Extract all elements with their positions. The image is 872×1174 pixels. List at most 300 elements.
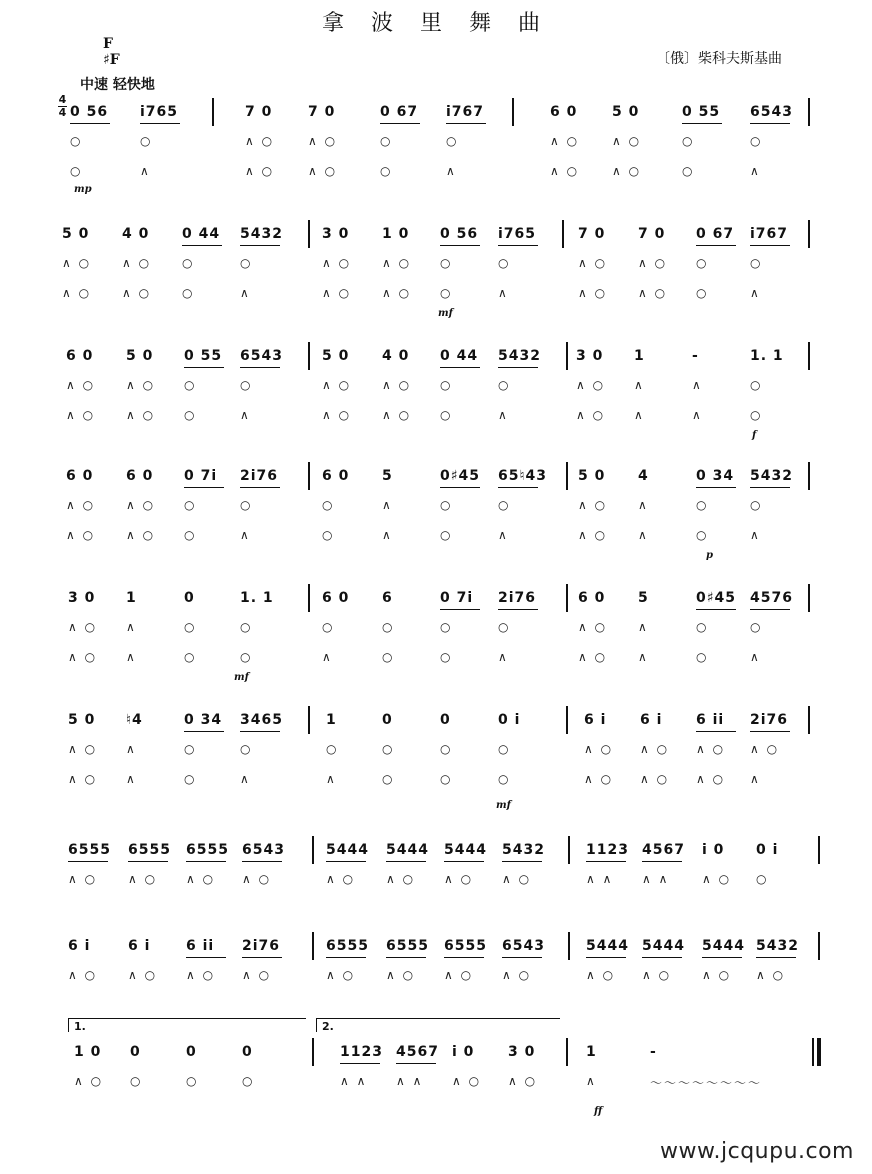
percussion-stroke: ∧ ○ — [578, 256, 608, 270]
note-group: 0 — [382, 712, 393, 728]
note-group: 7 0 — [578, 226, 606, 242]
time-signature-top: 4 — [58, 93, 67, 106]
percussion-stroke: ∧ ○ — [245, 134, 275, 148]
percussion-stroke: ○ — [182, 286, 195, 300]
note-group: 6555 — [186, 842, 229, 858]
percussion-stroke: ○ — [498, 772, 511, 786]
percussion-stroke: ○ — [240, 498, 253, 512]
note-group: 3 0 — [68, 590, 96, 606]
percussion-stroke: ∧ ○ — [186, 872, 216, 886]
percussion-stroke: ○ — [498, 256, 511, 270]
percussion-stroke: ○ — [184, 650, 197, 664]
note-group: 6 0 — [66, 348, 94, 364]
percussion-stroke: ∧ ○ — [68, 650, 98, 664]
percussion-stroke: ∧ — [638, 650, 649, 664]
percussion-stroke: ∧ — [498, 528, 509, 542]
note-group: 0 44 — [440, 348, 479, 364]
beam-underline — [70, 123, 110, 124]
percussion-stroke: ○ — [446, 134, 459, 148]
note-group: 2i76 — [240, 468, 279, 484]
note-group: i 0 — [702, 842, 725, 858]
percussion-stroke: ∧ ○ — [68, 968, 98, 982]
barline — [312, 932, 314, 960]
dynamic-marking: p — [706, 550, 713, 561]
beam-underline — [186, 861, 226, 862]
score-title: 拿 波 里 舞 曲 — [322, 11, 550, 36]
note-group: 6 — [382, 590, 393, 606]
note-group: 3 0 — [322, 226, 350, 242]
percussion-stroke: ○ — [440, 408, 453, 422]
beam-underline — [702, 957, 742, 958]
beam-underline — [386, 861, 426, 862]
percussion-stroke: ○ — [140, 134, 153, 148]
beam-underline — [750, 245, 790, 246]
barline — [808, 98, 810, 126]
beam-underline — [240, 245, 280, 246]
percussion-stroke: ∧ — [446, 164, 457, 178]
note-group: 1 — [326, 712, 337, 728]
percussion-stroke: ○ — [498, 378, 511, 392]
percussion-stroke: ○ — [750, 134, 763, 148]
beam-underline — [182, 245, 222, 246]
beam-underline — [498, 367, 538, 368]
note-group: 1123 — [586, 842, 629, 858]
percussion-stroke: ∧ ○ — [66, 528, 96, 542]
percussion-stroke: ∧ — [240, 772, 251, 786]
note-group: 6543 — [502, 938, 545, 954]
percussion-stroke: ∧ ○ — [702, 872, 732, 886]
barline — [566, 584, 568, 612]
note-group: 5 — [382, 468, 393, 484]
note-group: 5444 — [444, 842, 487, 858]
note-group: 6 0 — [322, 468, 350, 484]
beam-underline — [242, 861, 282, 862]
percussion-stroke: ∧ ○ — [242, 968, 272, 982]
percussion-stroke: ○ — [696, 498, 709, 512]
note-group: 2i76 — [498, 590, 537, 606]
note-group: 7 0 — [245, 104, 273, 120]
note-group: 6 0 — [322, 590, 350, 606]
percussion-stroke: ∧ ○ — [638, 286, 668, 300]
note-group: 6 0 — [66, 468, 94, 484]
note-group: 6 0 — [550, 104, 578, 120]
beam-underline — [586, 861, 626, 862]
percussion-stroke: ○ — [440, 650, 453, 664]
percussion-stroke: ∧ — [382, 528, 393, 542]
volta-label: 1. — [74, 1020, 86, 1033]
percussion-stroke: ○ — [682, 134, 695, 148]
note-group: 0 56 — [70, 104, 109, 120]
percussion-stroke: ∧ — [240, 528, 251, 542]
barline — [568, 836, 570, 864]
note-group: 0 7i — [440, 590, 474, 606]
percussion-stroke: ∧ ○ — [612, 134, 642, 148]
barline — [212, 98, 214, 126]
beam-underline — [696, 731, 736, 732]
percussion-stroke: ∧ ○ — [74, 1074, 104, 1088]
percussion-stroke: ∧ ○ — [612, 164, 642, 178]
percussion-stroke: ○ — [184, 742, 197, 756]
barline — [308, 584, 310, 612]
percussion-stroke: ∧ ○ — [68, 620, 98, 634]
dynamic-marking: mf — [438, 308, 453, 319]
barline — [308, 342, 310, 370]
percussion-stroke: ○ — [130, 1074, 143, 1088]
beam-underline — [642, 957, 682, 958]
barline — [568, 932, 570, 960]
note-group: 6543 — [242, 842, 285, 858]
note-group: 5 0 — [68, 712, 96, 728]
beam-underline — [240, 487, 280, 488]
percussion-stroke: ∧ — [750, 286, 761, 300]
percussion-stroke: ○ — [382, 620, 395, 634]
beam-underline — [140, 123, 180, 124]
note-group: 6 i — [68, 938, 91, 954]
percussion-stroke: ∧ ○ — [126, 528, 156, 542]
beam-underline — [682, 123, 722, 124]
barline — [308, 220, 310, 248]
note-group: 0♯45 — [696, 590, 736, 606]
beam-underline — [326, 861, 366, 862]
percussion-stroke: ∧ ○ — [242, 872, 272, 886]
percussion-stroke: ∧ ○ — [756, 968, 786, 982]
percussion-stroke: ∧ ○ — [444, 872, 474, 886]
note-group: 1 0 — [382, 226, 410, 242]
note-group: 5 0 — [578, 468, 606, 484]
note-group: 0 67 — [696, 226, 735, 242]
percussion-stroke: ∧ ○ — [640, 772, 670, 786]
percussion-stroke: ∧ ○ — [382, 286, 412, 300]
percussion-stroke: ∧ ○ — [322, 378, 352, 392]
note-group: 1. 1 — [240, 590, 274, 606]
percussion-stroke: ∧ — [126, 742, 137, 756]
percussion-stroke: ∧ ∧ — [642, 872, 670, 886]
key-signature-2: ♯F — [103, 52, 120, 68]
percussion-stroke: ○ — [240, 620, 253, 634]
percussion-stroke: ∧ — [634, 378, 645, 392]
barline — [562, 220, 564, 248]
tempo-marking: 中速 轻快地 — [80, 77, 155, 93]
beam-underline — [396, 1063, 436, 1064]
beam-underline — [498, 245, 538, 246]
beam-underline — [502, 957, 542, 958]
percussion-stroke: ○ — [184, 620, 197, 634]
percussion-stroke: ○ — [186, 1074, 199, 1088]
percussion-stroke: ∧ — [692, 378, 703, 392]
percussion-stroke: ∧ ○ — [452, 1074, 482, 1088]
volta-bracket — [68, 1018, 306, 1019]
note-group: 4 — [638, 468, 649, 484]
note-group: 5432 — [502, 842, 545, 858]
time-signature — [58, 94, 67, 119]
beam-underline — [240, 731, 280, 732]
percussion-stroke: ○ — [322, 620, 335, 634]
percussion-stroke: ∧ — [126, 620, 137, 634]
percussion-stroke: ∧ ∧ — [586, 872, 614, 886]
percussion-stroke: ○ — [380, 164, 393, 178]
barline — [566, 706, 568, 734]
note-group: i767 — [750, 226, 789, 242]
note-group: 6543 — [240, 348, 283, 364]
percussion-stroke: ○ — [750, 408, 763, 422]
note-group: 5444 — [326, 842, 369, 858]
percussion-stroke: ∧ ○ — [382, 378, 412, 392]
volta-label: 2. — [322, 1020, 334, 1033]
percussion-stroke: ∧ ○ — [128, 872, 158, 886]
percussion-stroke: ○ — [750, 378, 763, 392]
percussion-stroke: ∧ — [382, 498, 393, 512]
percussion-stroke: ○ — [382, 742, 395, 756]
percussion-stroke: ○ — [182, 256, 195, 270]
barline — [512, 98, 514, 126]
note-group: 6 i — [128, 938, 151, 954]
beam-underline — [242, 957, 282, 958]
percussion-stroke: ○ — [326, 742, 339, 756]
percussion-stroke: ∧ — [498, 650, 509, 664]
percussion-stroke: ∧ ○ — [750, 742, 780, 756]
beam-underline — [756, 957, 796, 958]
note-group: 6555 — [386, 938, 429, 954]
barline — [808, 584, 810, 612]
volta-bracket-edge — [68, 1018, 69, 1032]
note-group: 1 — [126, 590, 137, 606]
note-group: i765 — [140, 104, 179, 120]
note-group: 4576 — [750, 590, 793, 606]
note-group: 6 i — [640, 712, 663, 728]
beam-underline — [68, 861, 108, 862]
beam-underline — [240, 367, 280, 368]
percussion-stroke: ○ — [750, 498, 763, 512]
percussion-stroke: ∧ ∧ — [396, 1074, 424, 1088]
percussion-stroke: ∧ ○ — [128, 968, 158, 982]
note-group: 5444 — [702, 938, 745, 954]
percussion-stroke: ∧ ○ — [642, 968, 672, 982]
note-group: 5432 — [750, 468, 793, 484]
dynamic-marking: mp — [74, 184, 92, 195]
note-group: i 0 — [452, 1044, 475, 1060]
barline — [566, 1038, 568, 1066]
percussion-stroke: ○ — [184, 408, 197, 422]
percussion-stroke: ○ — [498, 620, 511, 634]
beam-underline — [750, 731, 790, 732]
percussion-stroke: ∧ ○ — [386, 968, 416, 982]
note-group: 5444 — [586, 938, 629, 954]
beam-underline — [498, 487, 538, 488]
composer-credit: 〔俄〕柴科夫斯基曲 — [656, 51, 782, 67]
note-group: 0 44 — [182, 226, 221, 242]
note-group: 5432 — [756, 938, 799, 954]
percussion-stroke: ∧ ○ — [68, 772, 98, 786]
note-group: 0 56 — [440, 226, 479, 242]
percussion-stroke: ○ — [380, 134, 393, 148]
percussion-stroke: ∧ — [638, 620, 649, 634]
percussion-stroke: ○ — [240, 378, 253, 392]
note-group: 7 0 — [308, 104, 336, 120]
percussion-stroke: ∧ ○ — [62, 286, 92, 300]
beam-underline — [440, 609, 480, 610]
beam-underline — [444, 861, 484, 862]
beam-underline — [440, 245, 480, 246]
note-group: 6 ii — [696, 712, 725, 728]
beam-underline — [440, 487, 480, 488]
percussion-stroke: ∧ ∧ — [340, 1074, 368, 1088]
note-group: 4567 — [642, 842, 685, 858]
note-group: 0 34 — [696, 468, 735, 484]
percussion-stroke: ∧ ○ — [308, 164, 338, 178]
note-group: 1. 1 — [750, 348, 784, 364]
note-group: 65♮43 — [498, 468, 547, 484]
percussion-stroke: ○ — [696, 650, 709, 664]
percussion-stroke: ○ — [322, 498, 335, 512]
percussion-stroke: ○ — [440, 498, 453, 512]
percussion-stroke: ○ — [184, 528, 197, 542]
percussion-stroke: ∧ — [638, 498, 649, 512]
note-group: 5 0 — [62, 226, 90, 242]
percussion-stroke: ∧ ○ — [578, 528, 608, 542]
percussion-stroke: ∧ ○ — [68, 742, 98, 756]
beam-underline — [380, 123, 420, 124]
percussion-stroke: ∧ ○ — [502, 872, 532, 886]
beam-underline — [696, 487, 736, 488]
note-group: 3 0 — [508, 1044, 536, 1060]
percussion-stroke: ∧ ○ — [502, 968, 532, 982]
note-group: 5 0 — [126, 348, 154, 364]
percussion-stroke: ○ — [750, 620, 763, 634]
percussion-stroke: ∧ — [240, 286, 251, 300]
beam-underline — [440, 367, 480, 368]
percussion-stroke: ∧ ○ — [578, 620, 608, 634]
note-group: 5444 — [642, 938, 685, 954]
note-group: 1 — [586, 1044, 597, 1060]
dynamic-marking: f — [752, 430, 757, 441]
note-group: 0 67 — [380, 104, 419, 120]
note-group: 5 0 — [322, 348, 350, 364]
percussion-stroke: ∧ — [322, 650, 333, 664]
percussion-stroke: ∧ ○ — [576, 378, 606, 392]
percussion-stroke: ∧ — [240, 408, 251, 422]
final-barline-thin — [812, 1038, 814, 1066]
note-group: 3 0 — [576, 348, 604, 364]
percussion-stroke: ∧ ○ — [444, 968, 474, 982]
percussion-stroke: ∧ — [326, 772, 337, 786]
percussion-stroke: ∧ ○ — [586, 968, 616, 982]
percussion-stroke: ∧ ○ — [382, 408, 412, 422]
percussion-stroke: ∧ — [498, 408, 509, 422]
percussion-stroke: ∧ ○ — [386, 872, 416, 886]
percussion-stroke: ∧ ○ — [68, 872, 98, 886]
note-group: 0 7i — [184, 468, 218, 484]
note-group: 6 i — [584, 712, 607, 728]
dynamic-marking: ff — [594, 1106, 603, 1117]
note-group: 4567 — [396, 1044, 439, 1060]
note-group: 1 — [634, 348, 645, 364]
percussion-stroke: ∧ ○ — [245, 164, 275, 178]
barline — [308, 706, 310, 734]
percussion-stroke: ∧ — [750, 772, 761, 786]
beam-underline — [750, 609, 790, 610]
percussion-stroke: ○ — [382, 772, 395, 786]
percussion-stroke: ∧ ○ — [578, 286, 608, 300]
beam-underline — [386, 957, 426, 958]
percussion-stroke: ∧ ○ — [308, 134, 338, 148]
percussion-stroke: ○ — [696, 620, 709, 634]
percussion-stroke: ○ — [756, 872, 769, 886]
note-group: 6 ii — [186, 938, 215, 954]
beam-underline — [696, 245, 736, 246]
percussion-stroke: ○ — [750, 256, 763, 270]
note-group: 0 i — [498, 712, 521, 728]
percussion-stroke: ∧ ○ — [66, 378, 96, 392]
percussion-stroke: ○ — [440, 256, 453, 270]
note-group: 6555 — [326, 938, 369, 954]
percussion-stroke: ∧ ○ — [550, 164, 580, 178]
beam-underline — [446, 123, 486, 124]
percussion-stroke: ∧ ○ — [66, 408, 96, 422]
percussion-stroke: ∧ ○ — [550, 134, 580, 148]
note-group: 6 0 — [126, 468, 154, 484]
percussion-stroke: ∧ ○ — [326, 968, 356, 982]
percussion-stroke: ○ — [440, 528, 453, 542]
note-group: 6543 — [750, 104, 793, 120]
beam-underline — [326, 957, 366, 958]
percussion-stroke: ∧ ○ — [638, 256, 668, 270]
percussion-stroke: ○ — [240, 256, 253, 270]
note-group: i765 — [498, 226, 537, 242]
percussion-stroke: ∧ ○ — [578, 498, 608, 512]
percussion-stroke: ∧ ○ — [640, 742, 670, 756]
note-group: 5432 — [240, 226, 283, 242]
beam-underline — [696, 609, 736, 610]
percussion-stroke: ○ — [440, 620, 453, 634]
percussion-stroke: ∧ ○ — [322, 286, 352, 300]
barline — [808, 220, 810, 248]
percussion-stroke: ∧ — [586, 1074, 597, 1088]
percussion-stroke: ○ — [322, 528, 335, 542]
dynamic-marking: mf — [234, 672, 249, 683]
beam-underline — [184, 731, 224, 732]
percussion-stroke: ∧ — [126, 650, 137, 664]
dynamic-marking: mf — [496, 800, 511, 811]
note-group: 0 — [186, 1044, 197, 1060]
percussion-stroke: ○ — [440, 772, 453, 786]
percussion-stroke: ○ — [498, 742, 511, 756]
note-group: 6555 — [128, 842, 171, 858]
percussion-stroke: ∧ ○ — [584, 742, 614, 756]
percussion-stroke: ∧ ○ — [122, 286, 152, 300]
beam-underline — [502, 861, 542, 862]
percussion-stroke: ∧ ○ — [696, 742, 726, 756]
percussion-stroke: ∧ ○ — [326, 872, 356, 886]
note-group: 1 0 — [74, 1044, 102, 1060]
note-group: 0 i — [756, 842, 779, 858]
note-group: - — [650, 1044, 657, 1060]
percussion-stroke: ○ — [70, 164, 83, 178]
barline — [312, 836, 314, 864]
time-signature-bottom: 4 — [58, 106, 67, 119]
key-signature-1: F — [103, 36, 113, 52]
beam-underline — [186, 957, 226, 958]
note-group: 5 — [638, 590, 649, 606]
note-group: 0 — [440, 712, 451, 728]
barline — [808, 342, 810, 370]
note-group: 5432 — [498, 348, 541, 364]
percussion-stroke: ∧ ○ — [696, 772, 726, 786]
percussion-stroke: ～～～～～～～～ — [650, 1076, 763, 1090]
percussion-stroke: ○ — [440, 742, 453, 756]
percussion-stroke: ○ — [682, 164, 695, 178]
percussion-stroke: ○ — [184, 378, 197, 392]
percussion-stroke: ○ — [696, 286, 709, 300]
